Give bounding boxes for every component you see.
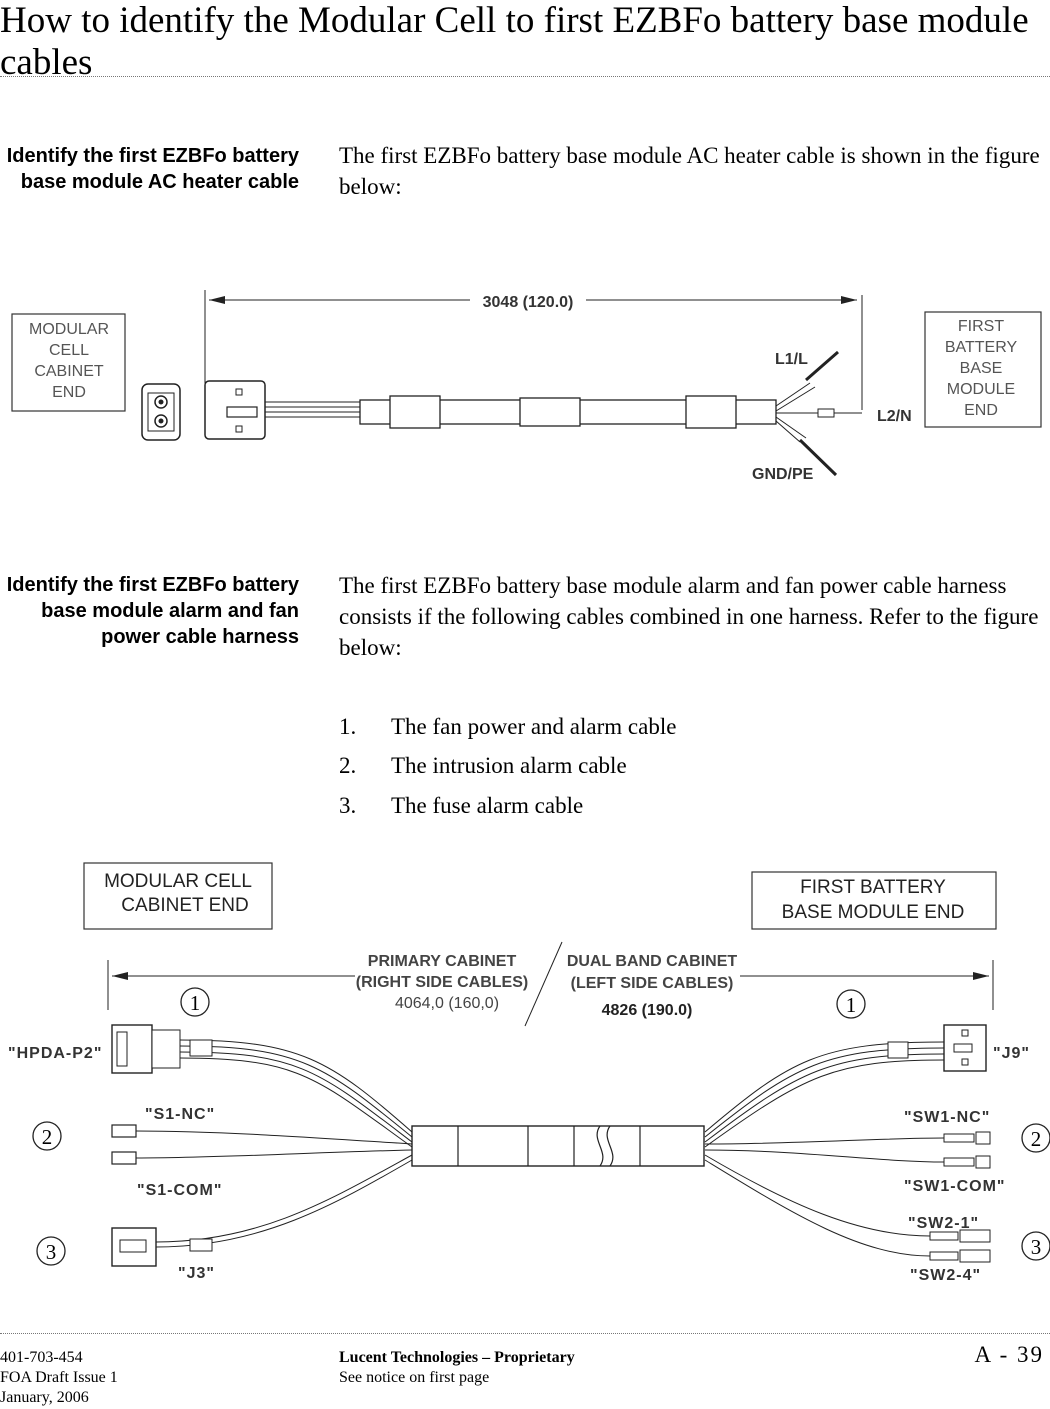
doc-number: 401-703-454: [0, 1349, 83, 1366]
callout-2-left: [33, 1122, 61, 1150]
issue: FOA Draft Issue 1: [0, 1369, 118, 1386]
page-title: How to identify the Modular Cell to first EZBFo battery base module cables: [0, 0, 1029, 83]
list-item-text: The fan power and alarm cable: [391, 714, 677, 739]
fig2-left-label-1: MODULAR CELL: [104, 871, 252, 892]
wire-gnd-label: GND/PE: [752, 466, 814, 483]
j9-connector: [944, 1025, 986, 1071]
list-item-text: The fuse alarm cable: [391, 793, 584, 818]
svg-text:2: 2: [41, 1125, 53, 1149]
list-item-text: The intrusion alarm cable: [391, 753, 627, 778]
ac-heater-cable-figure: [0, 280, 1050, 490]
fig1-left-label-3: CABINET: [34, 363, 104, 380]
fig2-right-label-2: BASE MODULE END: [781, 902, 965, 923]
sw1-nc-label: "SW1-NC": [904, 1109, 991, 1126]
callout-3-right: [1022, 1232, 1050, 1260]
fig1-connector: [205, 381, 265, 439]
s1-com-label: "S1-COM": [137, 1182, 223, 1199]
page-number: A - 39: [974, 1342, 1044, 1367]
sw2-terminals: [930, 1230, 990, 1262]
section1-heading: Identify the first EZBFo battery base module AC heater cable: [6, 145, 299, 193]
svg-text:3: 3: [1030, 1235, 1042, 1259]
fig1-right-label-4: MODULE: [946, 381, 1016, 398]
alarm-fan-harness-figure: [0, 860, 1050, 1290]
primary-cabinet-dimension: 4064,0 (160,0): [394, 995, 500, 1012]
fig2-right-label-1: FIRST BATTERY: [800, 877, 946, 898]
sw1-com-label: "SW1-COM": [904, 1178, 1006, 1195]
dual-band-cabinet-sub-label: (LEFT SIDE CABLES): [570, 975, 734, 992]
list-item: [339, 711, 1039, 742]
hpda-p2-connector: [112, 1025, 180, 1073]
dual-band-cabinet-dimension: 4826 (190.0): [601, 1002, 693, 1019]
fig1-right-label-5: END: [964, 402, 998, 419]
fig1-right-label-1: FIRST: [957, 318, 1005, 335]
harness-sleeve: [412, 1126, 704, 1166]
date: January, 2006: [0, 1389, 89, 1406]
fig1-left-label-1: MODULAR: [28, 321, 110, 338]
section2-text: The first EZBFo battery base module alarm and fan power cable harness consists if the following cables combined in one harness. Refer to the figure below:: [339, 573, 1039, 660]
fig1-right-label-2: BATTERY: [944, 339, 1018, 356]
list-item-number: 1.: [339, 714, 357, 739]
fig1-right-label-3: BASE: [959, 360, 1003, 377]
title-divider: [0, 76, 1050, 77]
callout-2-right: [1022, 1124, 1050, 1152]
wire-l1-label: L1/L: [775, 351, 808, 368]
j3-connector: [112, 1228, 156, 1266]
list-item-number: 2.: [339, 753, 357, 778]
fig1-left-label-2: CELL: [48, 342, 90, 359]
s1-nc-label: "S1-NC": [145, 1106, 216, 1123]
list-item: [339, 750, 1039, 781]
footer-left: [0, 1348, 300, 1408]
section1-text: The first EZBFo battery base module AC heater cable is shown in the figure below:: [339, 143, 1040, 199]
dual-band-cabinet-label: DUAL BAND CABINET: [566, 953, 738, 970]
svg-text:3: 3: [45, 1240, 57, 1264]
list-item-number: 3.: [339, 793, 357, 818]
fig1-left-label-4: END: [52, 384, 86, 401]
sw1-terminals: [944, 1132, 990, 1168]
section2-heading: Identify the first EZBFo battery base module alarm and fan power cable harness: [6, 574, 299, 648]
hpda-p2-label: "HPDA-P2": [8, 1045, 103, 1062]
callout-1-left: [181, 988, 209, 1016]
wire-l2-label: L2/N: [877, 408, 912, 425]
callout-3-left: [37, 1237, 65, 1265]
footer-divider: [0, 1333, 1050, 1334]
svg-text:1: 1: [189, 991, 201, 1015]
primary-cabinet-sub-label: (RIGHT SIDE CABLES): [355, 974, 529, 991]
callout-1-right: [837, 990, 865, 1018]
footer-center: [339, 1348, 739, 1388]
proprietary-notice: See notice on first page: [339, 1369, 490, 1386]
svg-text:2: 2: [1030, 1127, 1042, 1151]
fig2-left-label-2: CABINET END: [121, 895, 249, 916]
cable-list: [339, 711, 1039, 831]
j9-label: "J9": [993, 1045, 1030, 1062]
company-notice: Lucent Technologies – Proprietary: [339, 1349, 575, 1366]
sw2-1-label: "SW2-1": [908, 1215, 980, 1232]
sw2-4-label: "SW2-4": [910, 1267, 982, 1284]
j3-label: "J3": [178, 1265, 215, 1282]
svg-text:1: 1: [845, 993, 857, 1017]
fig1-dimension-label: 3048 (120.0): [482, 294, 574, 311]
list-item: [339, 790, 1039, 821]
s1-terminals: [112, 1125, 136, 1164]
primary-cabinet-label: PRIMARY CABINET: [367, 953, 517, 970]
